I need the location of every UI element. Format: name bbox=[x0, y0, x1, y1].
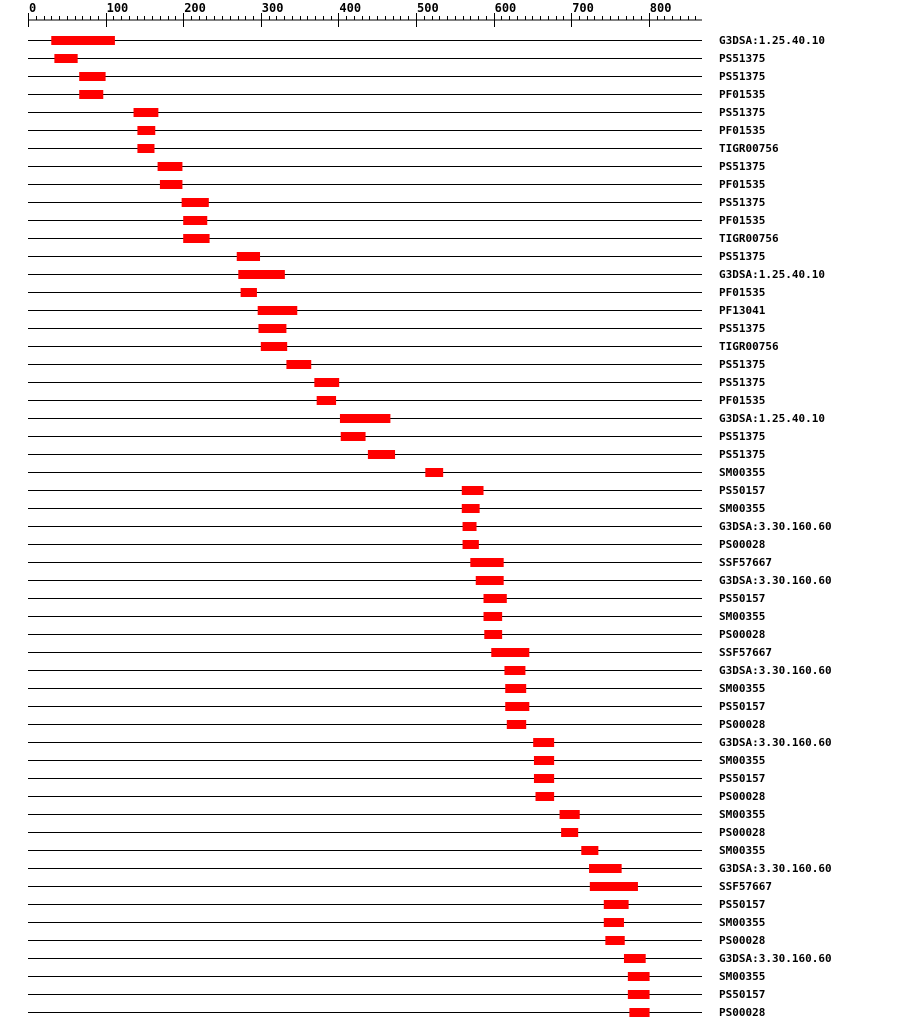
track-label: PF01535 bbox=[719, 88, 766, 101]
track-label: PF01535 bbox=[719, 178, 766, 191]
tick-label: 700 bbox=[572, 1, 594, 15]
track-row bbox=[28, 448, 765, 461]
track-row bbox=[28, 88, 765, 101]
domain-hit-bar bbox=[261, 342, 287, 351]
track-row bbox=[28, 250, 765, 263]
domain-hit-bar bbox=[536, 792, 555, 801]
domain-hit-bar bbox=[241, 288, 257, 297]
track-row bbox=[28, 682, 765, 695]
track-label: SM00355 bbox=[719, 610, 766, 623]
track-label: SM00355 bbox=[719, 682, 766, 695]
track-row bbox=[28, 106, 765, 119]
track-row bbox=[28, 232, 779, 245]
domain-hit-bar bbox=[604, 918, 624, 927]
track-row bbox=[28, 322, 765, 335]
domain-hit-bar bbox=[137, 144, 154, 153]
track-row bbox=[28, 952, 832, 965]
track-label: G3DSA:1.25.40.10 bbox=[719, 268, 825, 281]
domain-hit-bar bbox=[158, 162, 183, 171]
track-row bbox=[28, 196, 765, 209]
track-row bbox=[28, 610, 765, 623]
track-row bbox=[28, 358, 765, 371]
track-label: PS51375 bbox=[719, 358, 766, 371]
track-row bbox=[28, 484, 765, 497]
track-row bbox=[28, 934, 765, 947]
track-row bbox=[28, 1006, 765, 1019]
domain-hit-bar bbox=[484, 612, 503, 621]
track-row bbox=[28, 34, 825, 47]
tick-label: 500 bbox=[417, 1, 439, 15]
domain-hit-bar bbox=[628, 990, 650, 999]
track-row bbox=[28, 718, 765, 731]
domain-hit-bar bbox=[533, 738, 554, 747]
track-label: PS51375 bbox=[719, 376, 766, 389]
domain-hit-bar bbox=[491, 648, 529, 657]
track-label: PS50157 bbox=[719, 988, 766, 1001]
track-row bbox=[28, 286, 765, 299]
track-row bbox=[28, 628, 765, 641]
track-row bbox=[28, 70, 765, 83]
track-row bbox=[28, 574, 832, 587]
track-label: PF01535 bbox=[719, 124, 766, 137]
domain-hit-bar bbox=[605, 936, 624, 945]
domain-hit-bar bbox=[560, 810, 580, 819]
track-row bbox=[28, 898, 765, 911]
domain-hit-bar bbox=[628, 972, 650, 981]
track-row bbox=[28, 124, 765, 137]
domain-hit-bar bbox=[505, 684, 526, 693]
domain-hit-bar bbox=[341, 432, 366, 441]
track-label: PS51375 bbox=[719, 70, 766, 83]
track-label: PS51375 bbox=[719, 250, 766, 263]
domain-hit-bar bbox=[624, 954, 646, 963]
domain-hit-bar bbox=[504, 666, 525, 675]
domain-hit-bar bbox=[470, 558, 503, 567]
track-label: PS51375 bbox=[719, 160, 766, 173]
domain-hit-bar bbox=[238, 270, 285, 279]
domain-hit-bar bbox=[505, 702, 529, 711]
track-row bbox=[28, 556, 772, 569]
track-label: TIGR00756 bbox=[719, 232, 779, 245]
track-row bbox=[28, 412, 825, 425]
track-row bbox=[28, 538, 765, 551]
track-label: G3DSA:1.25.40.10 bbox=[719, 34, 825, 47]
track-label: PS51375 bbox=[719, 106, 766, 119]
track-label: PS50157 bbox=[719, 772, 766, 785]
track-label: PS00028 bbox=[719, 934, 766, 947]
domain-hit-bar bbox=[237, 252, 260, 261]
track-label: G3DSA:3.30.160.60 bbox=[719, 862, 832, 875]
track-label: SM00355 bbox=[719, 808, 766, 821]
domain-hit-bar bbox=[258, 306, 298, 315]
track-row bbox=[28, 754, 765, 767]
track-row bbox=[28, 790, 765, 803]
tick-label: 800 bbox=[649, 1, 672, 15]
track-label: PS50157 bbox=[719, 898, 766, 911]
track-label: PF13041 bbox=[719, 304, 766, 317]
domain-hit-bar bbox=[463, 522, 477, 531]
track-label: G3DSA:3.30.160.60 bbox=[719, 574, 832, 587]
track-label: SM00355 bbox=[719, 502, 766, 515]
track-row bbox=[28, 844, 765, 857]
track-label: PS50157 bbox=[719, 700, 766, 713]
track-label: SM00355 bbox=[719, 916, 766, 929]
track-label: PS00028 bbox=[719, 538, 766, 551]
domain-hit-bar bbox=[183, 234, 209, 243]
track-row bbox=[28, 52, 765, 65]
track-label: G3DSA:3.30.160.60 bbox=[719, 520, 832, 533]
track-label: G3DSA:3.30.160.60 bbox=[719, 736, 832, 749]
track-row bbox=[28, 214, 765, 227]
track-label: SM00355 bbox=[719, 970, 766, 983]
track-label: TIGR00756 bbox=[719, 142, 779, 155]
track-label: PS51375 bbox=[719, 448, 766, 461]
track-label: PS00028 bbox=[719, 826, 766, 839]
track-row bbox=[28, 862, 832, 875]
domain-hit-bar bbox=[581, 846, 598, 855]
domain-hit-bar bbox=[79, 90, 103, 99]
domain-hit-bar bbox=[134, 108, 159, 117]
domain-hit-bar bbox=[590, 882, 638, 891]
track-row bbox=[28, 394, 765, 407]
domain-hit-bar bbox=[462, 504, 480, 513]
track-row bbox=[28, 178, 765, 191]
domain-hit-bar bbox=[368, 450, 395, 459]
domain-hit-bar bbox=[286, 360, 311, 369]
track-label: PS50157 bbox=[719, 484, 766, 497]
scale-ruler bbox=[28, 1, 702, 27]
domain-hit-bar bbox=[534, 774, 554, 783]
track-label: SM00355 bbox=[719, 754, 766, 767]
track-label: SSF57667 bbox=[719, 646, 772, 659]
domain-hit-bar bbox=[79, 72, 105, 81]
track-label: PF01535 bbox=[719, 394, 766, 407]
track-label: SSF57667 bbox=[719, 556, 772, 569]
track-label: PS50157 bbox=[719, 592, 766, 605]
track-row bbox=[28, 340, 779, 353]
domain-hit-bar bbox=[561, 828, 578, 837]
track-label: PS51375 bbox=[719, 322, 766, 335]
track-row bbox=[28, 808, 765, 821]
domain-hit-bar bbox=[183, 216, 207, 225]
track-row bbox=[28, 700, 765, 713]
track-label: G3DSA:3.30.160.60 bbox=[719, 952, 832, 965]
domain-hit-bar bbox=[51, 36, 115, 45]
track-row bbox=[28, 970, 765, 983]
domain-hit-bar bbox=[258, 324, 286, 333]
track-row bbox=[28, 988, 765, 1001]
track-row bbox=[28, 664, 832, 677]
track-row bbox=[28, 736, 832, 749]
track-label: TIGR00756 bbox=[719, 340, 779, 353]
track-row bbox=[28, 160, 765, 173]
domain-hit-bar bbox=[484, 594, 507, 603]
domain-hit-bar bbox=[340, 414, 390, 423]
track-label: G3DSA:3.30.160.60 bbox=[719, 664, 832, 677]
track-row bbox=[28, 916, 765, 929]
track-row bbox=[28, 646, 772, 659]
track-label: PS51375 bbox=[719, 52, 766, 65]
domain-hit-bar bbox=[462, 486, 484, 495]
track-label: G3DSA:1.25.40.10 bbox=[719, 412, 825, 425]
track-list bbox=[28, 34, 832, 1019]
track-row bbox=[28, 502, 765, 515]
tick-label: 300 bbox=[261, 1, 284, 15]
track-label: PS51375 bbox=[719, 196, 766, 209]
track-row bbox=[28, 592, 765, 605]
domain-hit-bar bbox=[507, 720, 526, 729]
track-label: PS00028 bbox=[719, 790, 766, 803]
domain-hit-bar bbox=[463, 540, 479, 549]
domain-hit-bar bbox=[160, 180, 183, 189]
track-row bbox=[28, 520, 832, 533]
track-label: SSF57667 bbox=[719, 880, 772, 893]
track-label: PF01535 bbox=[719, 286, 766, 299]
track-label: PF01535 bbox=[719, 214, 766, 227]
tick-label: 400 bbox=[339, 1, 362, 15]
track-row bbox=[28, 142, 779, 155]
domain-hit-bar bbox=[54, 54, 77, 63]
track-row bbox=[28, 772, 765, 785]
track-label: SM00355 bbox=[719, 844, 766, 857]
track-row bbox=[28, 304, 766, 317]
tick-label: 100 bbox=[106, 1, 129, 15]
domain-hit-bar bbox=[137, 126, 155, 135]
domain-hit-bar bbox=[425, 468, 443, 477]
track-row bbox=[28, 268, 825, 281]
tick-label: 200 bbox=[184, 1, 206, 15]
domain-hit-bar bbox=[314, 378, 339, 387]
track-row bbox=[28, 880, 772, 893]
tick-label: 0 bbox=[29, 1, 37, 15]
track-label: PS00028 bbox=[719, 718, 766, 731]
domain-hit-bar bbox=[182, 198, 209, 207]
track-row bbox=[28, 376, 765, 389]
domain-hit-bar bbox=[317, 396, 336, 405]
domain-hit-bar bbox=[484, 630, 502, 639]
domain-hit-bar bbox=[629, 1008, 649, 1017]
track-row bbox=[28, 466, 765, 479]
track-label: PS00028 bbox=[719, 1006, 766, 1019]
domain-hit-bar bbox=[604, 900, 629, 909]
domain-hit-bar bbox=[534, 756, 554, 765]
track-label: PS51375 bbox=[719, 430, 766, 443]
tick-label: 600 bbox=[494, 1, 517, 15]
track-row bbox=[28, 826, 765, 839]
track-row bbox=[28, 430, 765, 443]
track-label: SM00355 bbox=[719, 466, 766, 479]
domain-hit-bar bbox=[476, 576, 504, 585]
track-label: PS00028 bbox=[719, 628, 766, 641]
domain-hit-bar bbox=[589, 864, 622, 873]
